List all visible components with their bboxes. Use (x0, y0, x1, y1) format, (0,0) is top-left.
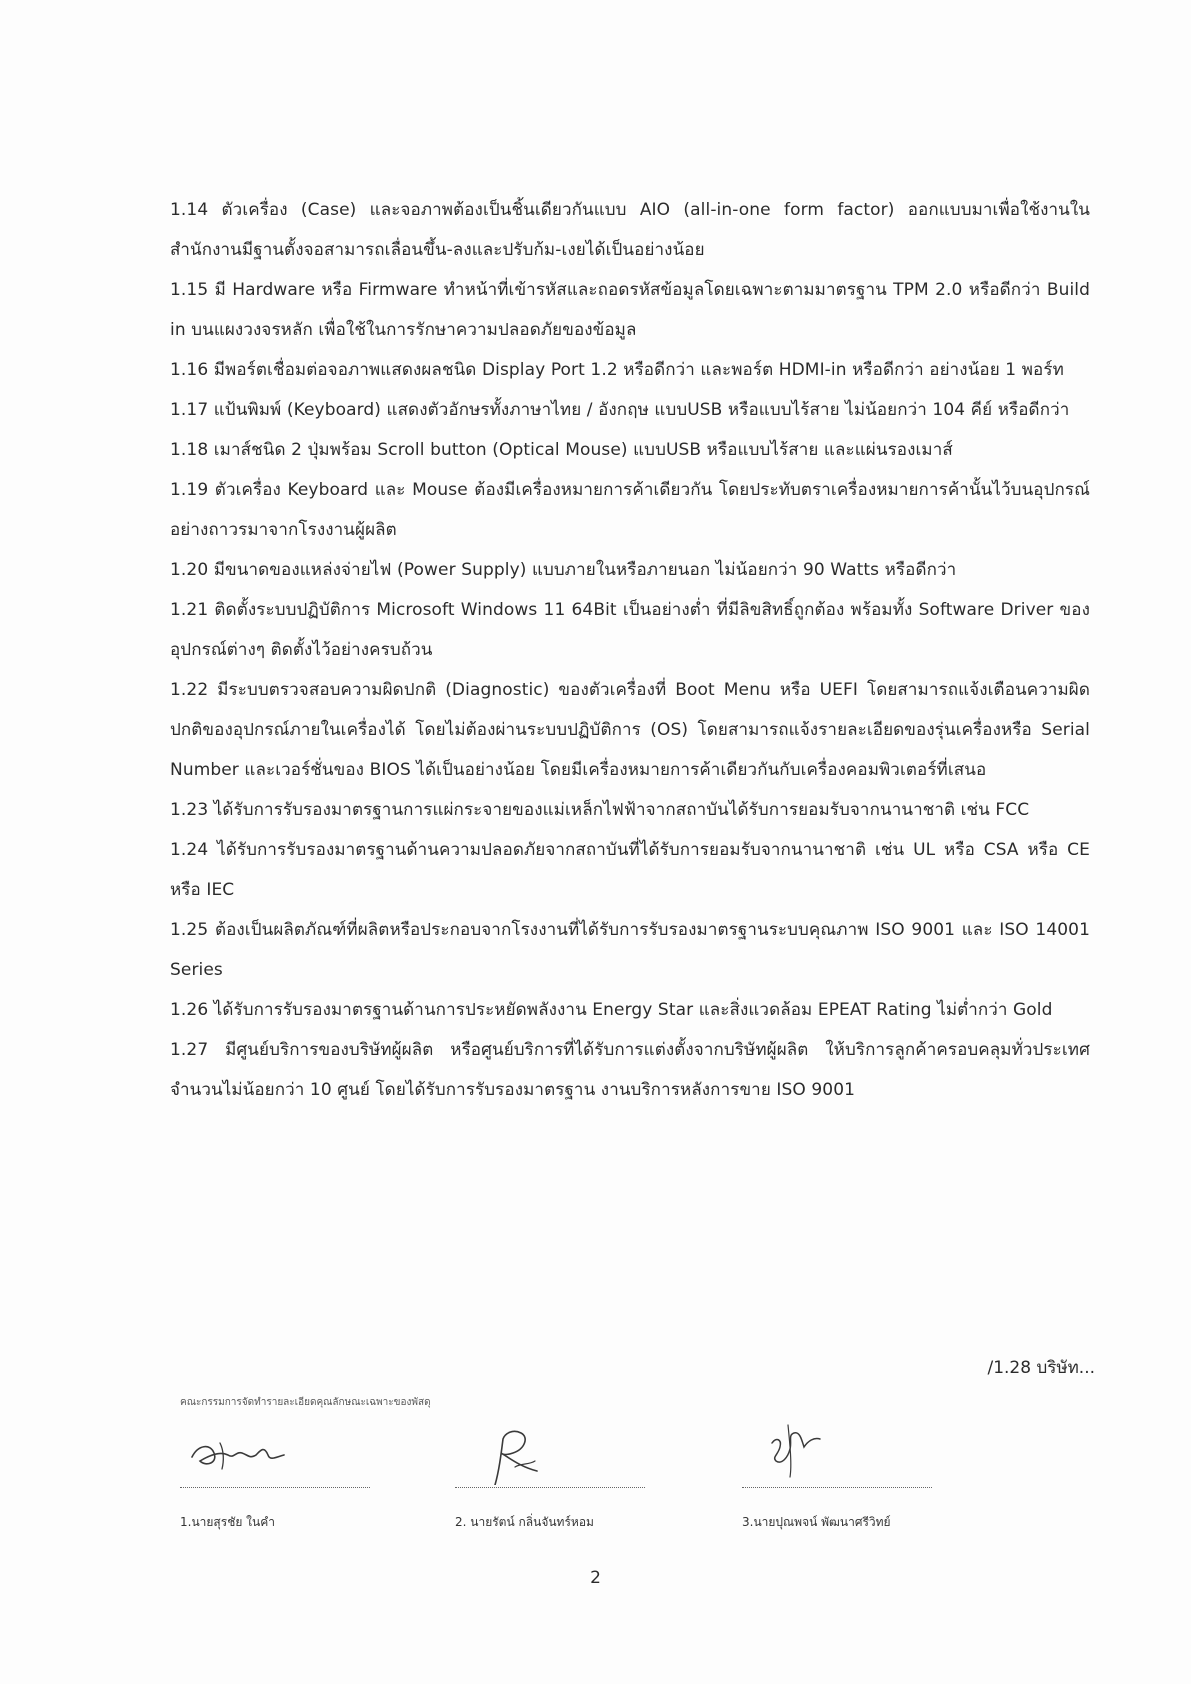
spec-item-1-15: 1.15 มี Hardware หรือ Firmware ทำหน้าที่เข้ารหัสและถอดรหัสข้อมูลโดยเฉพาะตามมาตรฐาน TPM 2.0 หรือดีกว่า Build in บนแผงวงจรหลัก เพื่อใช้ในการรักษาความปลอดภัยของข้อมูล (170, 280, 1090, 340)
signer-1 (180, 1415, 370, 1545)
spec-item-1-26: 1.26 ได้รับการรับรองมาตรฐานด้านการประหยัดพลังงาน Energy Star และสิ่งแวดล้อม EPEAT Rating ไม่ต่ำกว่า Gold (170, 1000, 1053, 1020)
signer-2 (455, 1415, 645, 1545)
spec-item-1-22: 1.22 มีระบบตรวจสอบความผิดปกติ (Diagnostic) ของตัวเครื่องที่ Boot Menu หรือ UEFI โดยสามารถแจ้งเตือนความผิดปกติของอุปกรณ์ภายในเครื่องได้ โดยไม่ต้องผ่านระบบปฏิบัติการ (OS) โดยสามารถแจ้งรายละเอียดของรุ่นเครื่องหรือ Serial Number และเวอร์ชั่นของ BIOS ได้เป็นอย่างน้อย โดยมีเครื่องหมายการค้าเดียวกันกับเครื่องคอมพิวเตอร์ที่เสนอ (170, 680, 1090, 780)
specification-list (170, 190, 1090, 1110)
continuation-note: /1.28 บริษัท... (987, 1358, 1095, 1378)
spec-item-1-23: 1.23 ได้รับการรับรองมาตรฐานการแผ่กระจายของแม่เหล็กไฟฟ้าจากสถาบันได้รับการยอมรับจากนานาชาติ เช่น FCC (170, 800, 1030, 820)
spec-item-1-24: 1.24 ได้รับการรับรองมาตรฐานด้านความปลอดภัยจากสถาบันที่ได้รับการยอมรับจากนานาชาติ เช่น UL หรือ CSA หรือ CE หรือ IEC (170, 840, 1090, 900)
page-number: 2 (590, 1568, 601, 1588)
signature-1-icon (180, 1415, 370, 1485)
spec-item-1-16: 1.16 มีพอร์ตเชื่อมต่อจอภาพแสดงผลชนิด Display Port 1.2 หรือดีกว่า และพอร์ต HDMI-in หรือดีกว่า อย่างน้อย 1 พอร์ท (170, 360, 1064, 380)
signature-3-icon (742, 1415, 932, 1485)
committee-title: คณะกรรมการจัดทำรายละเอียดคุณลักษณะเฉพาะของพัสดุ (180, 1397, 431, 1408)
signer-3 (742, 1415, 932, 1545)
signer-1-name: 1.นายสุรชัย ในคำ (180, 1515, 276, 1529)
spec-item-1-20: 1.20 มีขนาดของแหล่งจ่ายไฟ (Power Supply) แบบภายในหรือภายนอก ไม่น้อยกว่า 90 Watts หรือดีกว่า (170, 560, 957, 580)
signer-2-name: 2. นายรัตน์ กลิ่นจันทร์หอม (455, 1515, 594, 1529)
spec-item-1-19: 1.19 ตัวเครื่อง Keyboard และ Mouse ต้องมีเครื่องหมายการค้าเดียวกัน โดยประทับตราเครื่องหมายการค้านั้นไว้บนอุปกรณ์อย่างถาวรมาจากโรงงานผู้ผลิต (170, 480, 1090, 540)
spec-item-1-14: 1.14 ตัวเครื่อง (Case) และจอภาพต้องเป็นชิ้นเดียวกันแบบ AIO (all-in-one form factor) ออกแบบมาเพื่อใช้งานในสำนักงานมีฐานตั้งจอสามารถเลื่อนขึ้น-ลงและปรับก้ม-เงยได้เป็นอย่างน้อย (170, 200, 1090, 260)
spec-item-1-18: 1.18 เมาส์ชนิด 2 ปุ่มพร้อม Scroll button (Optical Mouse) แบบUSB หรือแบบไร้สาย และแผ่นรองเมาส์ (170, 440, 953, 460)
spec-item-1-21: 1.21 ติดตั้งระบบปฏิบัติการ Microsoft Windows 11 64Bit เป็นอย่างต่ำ ที่มีลิขสิทธิ์ถูกต้อง พร้อมทั้ง Software Driver ของอุปกรณ์ต่างๆ ติดตั้งไว้อย่างครบถ้วน (170, 600, 1090, 660)
spec-item-1-17: 1.17 แป้นพิมพ์ (Keyboard) แสดงตัวอักษรทั้งภาษาไทย / อังกฤษ แบบUSB หรือแบบไร้สาย ไม่น้อยกว่า 104 คีย์ หรือดีกว่า (170, 400, 1070, 420)
signature-line-2 (455, 1487, 645, 1488)
signer-3-name: 3.นายปุณพจน์ พัฒนาศรีวิทย์ (742, 1515, 891, 1529)
spec-item-1-25: 1.25 ต้องเป็นผลิตภัณฑ์ที่ผลิตหรือประกอบจากโรงงานที่ได้รับการรับรองมาตรฐานระบบคุณภาพ ISO 9001 และ ISO 14001 Series (170, 920, 1090, 980)
signature-line-1 (180, 1487, 370, 1488)
spec-item-1-27: 1.27 มีศูนย์บริการของบริษัทผู้ผลิต หรือศูนย์บริการที่ได้รับการแต่งตั้งจากบริษัทผู้ผลิต ให้บริการลูกค้าครอบคลุมทั่วประเทศจำนวนไม่น้อยกว่า 10 ศูนย์ โดยได้รับการรับรองมาตรฐาน งานบริการหลังการขาย ISO 9001 (170, 1040, 1090, 1100)
signature-line-3 (742, 1487, 932, 1488)
signature-2-icon (455, 1415, 645, 1485)
